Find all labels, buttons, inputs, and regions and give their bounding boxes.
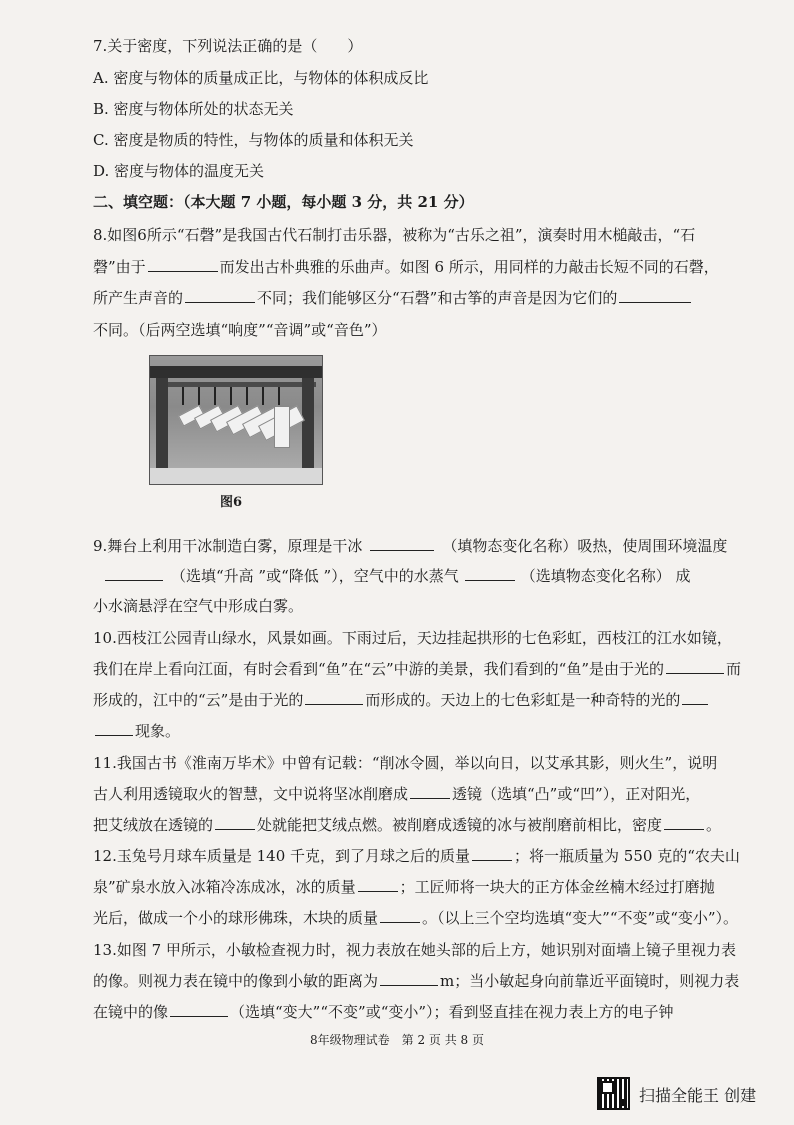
q11-line-3: 把艾绒放在透镜的 处就能把艾绒点燃。被削磨成透镜的冰与被削磨前相比，密度 。: [93, 816, 722, 834]
q11-line-2: 古人利用透镜取火的智慧，文中说将坚冰削磨成 透镜（选填“凸”或“凹”），正对阳光，: [93, 785, 701, 803]
answer-blank: [682, 690, 708, 705]
scanner-brand-label: 扫描全能王 创建: [639, 1086, 757, 1105]
q7-option-d: D. 密度与物体的温度无关: [93, 162, 265, 180]
section-title: 二、填空题：（本大题 7 小题，每小题 3 分，共 21 分）: [93, 193, 474, 211]
q13-line-2: 的像。则视力表在镜中的像到小敏的距离为 m；当小敏起身向前靠近平面镜时，则视力表: [93, 972, 740, 990]
q10-line-3: 形成的，江中的“云”是由于光的 而形成的。天边上的七色彩虹是一种奇特的光的: [93, 690, 702, 710]
q8-line-4: 不同。（后两空选填“响度”“音调”或“音色”）: [93, 321, 387, 339]
answer-blank: [95, 721, 133, 736]
q7-stem: 7.关于密度，下列说法正确的是（ ）: [93, 37, 363, 55]
q8-line-2: 磬”由于 而发出古朴典雅的乐曲声。如图 6 所示，用同样的力敲击长短不同的石磬，: [93, 258, 719, 276]
q8-line-3: 所产生声音的 不同；我们能够区分“石磬”和古筝的声音是因为它们的: [93, 288, 702, 308]
figure-6-stone-chime-photo: [149, 355, 323, 485]
answer-blank: [185, 288, 255, 303]
answer-blank: [305, 690, 363, 705]
figure-6-caption: 图6: [220, 495, 243, 510]
q10-line-2: 我们在岸上看向江面，有时会看到“鱼”在“云”中游的美景，我们看到的“鱼”是由于光的 而: [93, 660, 742, 678]
q13-line-3: 在镜中的像 （选填“变大”“不变”或“变小”）；看到竖直挂在视力表上方的电子钟: [93, 1003, 674, 1021]
answer-blank: [105, 566, 163, 581]
q13-line-1: 13.如图 7 甲所示，小敏检查视力时，视力表放在她头部的后上方，她识别对面墙上镜子里视力表: [93, 941, 736, 959]
answer-blank: [465, 566, 515, 581]
q7-option-a: A. 密度与物体的质量成正比，与物体的体积成反比: [93, 69, 429, 87]
answer-blank: [215, 815, 255, 830]
answer-blank: [380, 971, 438, 986]
q7-option-b: B. 密度与物体所处的状态无关: [93, 100, 294, 118]
q8-line-1: 8.如图6所示“石磬”是我国古代石制打击乐器，被称为“古乐之祖”，演奏时用木槌敲击，“石: [93, 226, 696, 244]
answer-blank: [410, 784, 450, 799]
answer-blank: [380, 908, 420, 923]
q12-line-2: 泉”矿泉水放入冰箱冷冻成冰，冰的质量 ；工匠师将一块大的正方体金丝楠木经过打磨抛: [93, 878, 715, 896]
q10-line-1: 10.西枝江公园青山绿水，风景如画。下雨过后，天边挂起拱形的七色彩虹，西枝江的江水如镜，: [93, 629, 732, 647]
answer-blank: [170, 1002, 228, 1017]
answer-blank: [619, 288, 691, 303]
answer-blank: [358, 877, 398, 892]
answer-blank: [370, 536, 434, 551]
answer-blank: [664, 815, 704, 830]
q9-line-3: 小水滴悬浮在空气中形成白雾。: [93, 597, 304, 615]
answer-blank: [472, 846, 512, 861]
q12-line-1: 12.玉兔号月球车质量是 140 千克，到了月球之后的质量 ；将一瓶质量为 550 克的“农夫山: [93, 847, 740, 865]
answer-blank: [666, 659, 724, 674]
page-footer: 8年级物理试卷 第 2 页 共 8 页: [310, 1033, 484, 1047]
q12-line-3: 光后，做成一个小的球形佛珠，木块的质量 。（以上三个空均选填“变大”“不变”或“变小”）。: [93, 909, 739, 927]
qr-code-icon: [597, 1077, 630, 1110]
q7-option-c: C. 密度是物质的特性，与物体的质量和体积无关: [93, 131, 414, 149]
q9-line-1: 9.舞台上利用干冰制造白雾，原理是干冰 （填物态变化名称）吸热，使周围环境温度: [93, 537, 728, 555]
q9-line-2: （选填“升高 ”或“降低 ”），空气中的水蒸气 （选填物态变化名称） 成: [103, 566, 702, 586]
answer-blank: [148, 257, 218, 272]
q11-line-1: 11.我国古书《淮南万毕术》中曾有记载：“削冰令圆，举以向日，以艾承其影，则火生”，说明: [93, 754, 718, 772]
q10-line-4: 现象。: [93, 721, 702, 741]
